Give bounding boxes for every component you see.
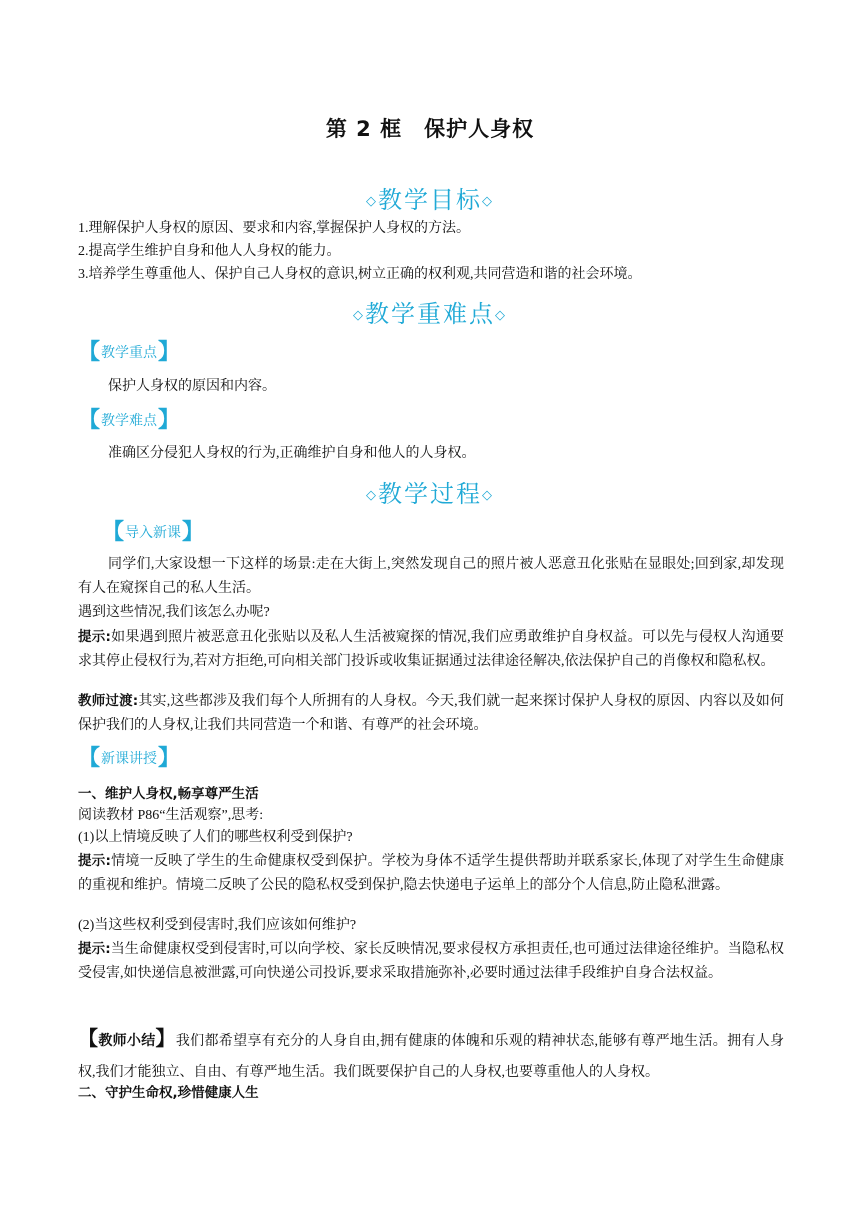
difficulty-tag <box>78 410 180 432</box>
summary-tag <box>78 1026 176 1050</box>
hint-label: 提示: <box>78 629 111 645</box>
section2-title: 二、守护生命权,珍惜健康人生 <box>78 1085 259 1101</box>
bracket-close-icon: 】 <box>158 746 181 771</box>
bracket-open-icon: 【 <box>78 340 101 365</box>
focus-tag <box>78 342 180 364</box>
hint-paragraph <box>78 625 784 674</box>
key-points-heading <box>0 294 860 329</box>
diamond-icon: ◇ <box>482 194 494 209</box>
hint-text: 如果遇到照片被恶意丑化张贴以及私人生活被窥探的情况,我们应勇敢维护自身权益。可以先与侵权人沟通要求其停止侵权行为,若对方拒绝,可向相关部门投诉或收集证据通过法律途径解决,依法保护自己的肖像权和隐私权。 <box>78 630 784 669</box>
objectives-heading-text: 教学目标 <box>378 186 482 214</box>
hint1-label: 提示: <box>78 853 111 869</box>
bracket-close-icon: 】 <box>155 1026 176 1050</box>
intro-tag <box>102 522 204 544</box>
bracket-close-icon: 】 <box>158 408 181 433</box>
transition-paragraph <box>78 689 784 738</box>
hint2-text: 当生命健康权受到侵害时,可以向学校、家长反映情况,要求侵权方承担责任,也可通过法律途径维护。当隐私权受侵害,如快递信息被泄露,可向快递公司投诉,要求采取措施弥补,必要时通过法律手段维护自身合法权益。 <box>78 942 785 981</box>
diamond-icon: ◇ <box>495 308 507 323</box>
summary-label: 教师小结 <box>98 1033 156 1049</box>
section1-title: 一、维护人身权,畅享尊严生活 <box>78 786 259 802</box>
diamond-icon: ◇ <box>366 488 378 503</box>
diamond-icon: ◇ <box>366 194 378 209</box>
hint2-paragraph <box>78 937 784 986</box>
difficulty-label: 教学难点 <box>101 413 158 429</box>
new-lesson-tag <box>78 748 180 770</box>
hint1-paragraph <box>78 849 784 898</box>
focus-label: 教学重点 <box>101 345 158 361</box>
bracket-open-icon: 【 <box>102 520 125 545</box>
objective-item: 3.培养学生尊重他人、保护自己人身权的意识,树立正确的权利观,共同营造和谐的社会环境。 <box>78 267 642 282</box>
intro-paragraph: 同学们,大家设想一下这样的场景:走在大街上,突然发现自己的照片被人恶意丑化张贴在显眼处;回到家,却发现有人在窥探自己的私人生活。 <box>78 557 784 596</box>
question-1: (1)以上情境反映了人们的哪些权利受到保护? <box>78 830 353 845</box>
bracket-open-icon: 【 <box>78 408 101 433</box>
document-title: 第 2 框 保护人身权 <box>325 117 535 141</box>
bracket-close-icon: 】 <box>182 520 205 545</box>
process-heading <box>0 474 860 509</box>
key-points-heading-text: 教学重难点 <box>365 300 495 328</box>
difficulty-text: 准确区分侵犯人身权的行为,正确维护自身和他人的人身权。 <box>108 446 476 461</box>
objective-item: 2.提高学生维护自身和他人人身权的能力。 <box>78 244 341 259</box>
objectives-heading <box>0 180 860 215</box>
transition-label: 教师过渡: <box>78 693 139 709</box>
hint2-label: 提示: <box>78 941 111 957</box>
new-lesson-label: 新课讲授 <box>101 751 158 767</box>
hint1-text: 情境一反映了学生的生命健康权受到保护。学校为身体不适学生提供帮助并联系家长,体现了对学生生命健康的重视和维护。情境二反映了公民的隐私权受到保护,隐去快递电子运单上的部分个人信息,防止隐私泄露。 <box>78 854 784 893</box>
summary-text: 我们都希望享有充分的人身自由,拥有健康的体魄和乐观的精神状态,能够有尊严地生活。拥有人身权,我们才能独立、自由、有尊严地生活。我们既要保护自己的人身权,也要尊重他人的人身权。 <box>78 1034 785 1080</box>
intro-label: 导入新课 <box>125 525 182 541</box>
diamond-icon: ◇ <box>353 308 365 323</box>
diamond-icon: ◇ <box>482 488 494 503</box>
objective-item: 1.理解保护人身权的原因、要求和内容,掌握保护人身权的方法。 <box>78 221 470 236</box>
bracket-open-icon: 【 <box>78 1026 99 1050</box>
summary-paragraph <box>78 1023 784 1088</box>
read-instruction: 阅读教材 P86“生活观察”,思考: <box>78 808 264 823</box>
transition-text: 其实,这些都涉及我们每个人所拥有的人身权。今天,我们就一起来探讨保护人身权的原因、内容以及如何保护我们的人身权,让我们共同营造一个和谐、有尊严的社会环境。 <box>78 694 784 733</box>
bracket-open-icon: 【 <box>78 746 101 771</box>
focus-text: 保护人身权的原因和内容。 <box>108 379 276 394</box>
bracket-close-icon: 】 <box>158 340 181 365</box>
question-2: (2)当这些权利受到侵害时,我们应该如何维护? <box>78 918 357 933</box>
intro-question: 遇到这些情况,我们该怎么办呢? <box>78 605 270 620</box>
process-heading-text: 教学过程 <box>378 480 482 508</box>
